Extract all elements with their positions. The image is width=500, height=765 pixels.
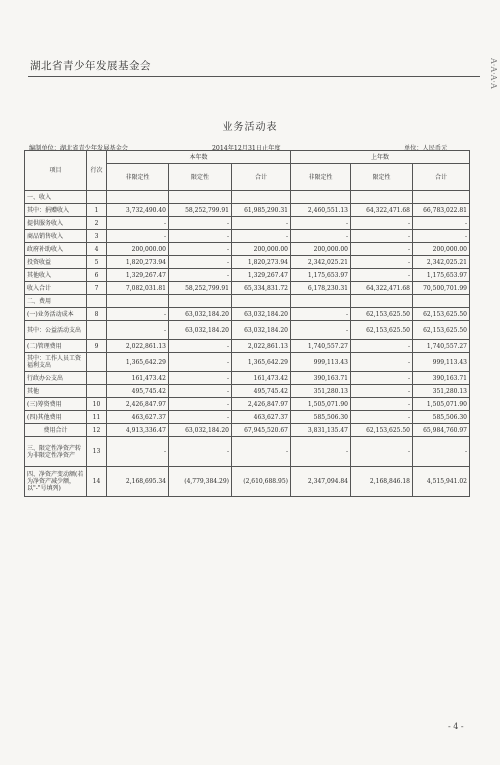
row-seq-number: 9 [87,340,107,353]
row-seq-number [87,372,107,385]
row-seq-number [87,353,107,372]
row-value-cell: 67,945,520.67 [232,424,291,437]
row-value-cell: 61,985,290.31 [232,204,291,217]
row-item-label: 二、费用 [25,295,87,308]
row-seq-number: 1 [87,204,107,217]
row-value-cell: 2,426,847.97 [107,398,169,411]
row-value-cell: 1,329,267.47 [232,269,291,282]
column-group-current-year: 本年数 [107,151,291,164]
column-header-total: 合计 [413,164,470,191]
table-row [25,372,470,385]
row-item-label: (三)筹资费用 [25,398,87,411]
table-row [25,204,470,217]
row-value-cell [291,191,351,204]
row-value-cell: - [232,230,291,243]
row-value-cell: - [351,385,413,398]
row-value-cell: - [413,437,470,467]
row-value-cell: - [351,230,413,243]
row-value-cell: - [107,217,169,230]
row-value-cell: - [291,321,351,340]
row-value-cell: 65,334,831.72 [232,282,291,295]
column-group-prior-year: 上年数 [291,151,470,164]
column-header-unrestricted: 非限定性 [107,164,169,191]
row-value-cell: 495,745.42 [107,385,169,398]
row-value-cell: - [169,230,232,243]
row-value-cell: - [351,217,413,230]
row-item-label: 其中：公益活动支出 [25,321,87,340]
report-period: 2014年12月31日止年度 [212,145,281,152]
table-row [25,467,470,497]
row-value-cell: 62,153,625.50 [351,321,413,340]
reporting-unit: 编制单位：湖北省青少年发展基金会 [29,145,128,152]
row-value-cell: - [169,353,232,372]
table-row [25,353,470,372]
row-value-cell: 200,000.00 [107,243,169,256]
row-value-cell [107,191,169,204]
row-value-cell [413,191,470,204]
row-value-cell [169,295,232,308]
row-value-cell: 390,163.71 [291,372,351,385]
row-item-label: 投资收益 [25,256,87,269]
row-value-cell: (2,610,688.95) [232,467,291,497]
row-value-cell: - [107,437,169,467]
table-row [25,437,470,467]
column-header-restricted: 限定性 [169,164,232,191]
row-value-cell: - [291,437,351,467]
row-value-cell: - [169,398,232,411]
row-item-label: 其他 [25,385,87,398]
row-value-cell: - [351,256,413,269]
row-value-cell: 351,280.13 [291,385,351,398]
row-item-label: 政府补助收入 [25,243,87,256]
row-value-cell: 200,000.00 [232,243,291,256]
activity-statement-table [24,150,470,497]
row-value-cell: 2,342,025.21 [413,256,470,269]
row-value-cell: 62,153,625.50 [413,308,470,321]
table-row [25,230,470,243]
row-value-cell: - [351,340,413,353]
row-value-cell: 1,175,653.97 [291,269,351,282]
row-value-cell: - [291,308,351,321]
row-value-cell: 200,000.00 [413,243,470,256]
row-value-cell: 200,000.00 [291,243,351,256]
row-value-cell: 1,740,557.27 [413,340,470,353]
row-value-cell: 63,032,184.20 [169,424,232,437]
row-value-cell [107,295,169,308]
row-value-cell: 351,280.13 [413,385,470,398]
row-value-cell: 999,113.43 [413,353,470,372]
table-row [25,340,470,353]
table-row [25,269,470,282]
row-item-label: 收入合计 [25,282,87,295]
row-item-label: 其中：工作人员工资福利支出 [25,353,87,372]
report-title: 业务活动表 [222,122,278,133]
row-value-cell: - [413,217,470,230]
row-value-cell: 1,740,557.27 [291,340,351,353]
row-value-cell: - [169,372,232,385]
row-value-cell: 161,473.42 [232,372,291,385]
row-value-cell: 3,831,135.47 [291,424,351,437]
row-value-cell: 7,082,031.81 [107,282,169,295]
row-seq-number: 8 [87,308,107,321]
row-value-cell: - [291,230,351,243]
row-value-cell: 1,820,273.94 [107,256,169,269]
row-seq-number: 6 [87,269,107,282]
row-value-cell: 62,153,625.50 [351,424,413,437]
row-seq-number: 2 [87,217,107,230]
row-seq-number: 10 [87,398,107,411]
row-value-cell: - [169,385,232,398]
row-value-cell: - [351,269,413,282]
row-value-cell: - [351,398,413,411]
row-seq-number [87,385,107,398]
row-item-label: 商品销售收入 [25,230,87,243]
table-row [25,217,470,230]
row-value-cell: - [169,243,232,256]
row-value-cell: 3,732,490.40 [107,204,169,217]
row-value-cell: 1,505,071.90 [413,398,470,411]
table-row [25,256,470,269]
row-item-label: (二)管理费用 [25,340,87,353]
row-item-label: 其中：捐赠收入 [25,204,87,217]
row-value-cell: 4,515,941.02 [413,467,470,497]
row-seq-number: 3 [87,230,107,243]
row-value-cell [351,295,413,308]
row-value-cell: 1,505,071.90 [291,398,351,411]
row-value-cell: 6,178,230.31 [291,282,351,295]
page-number: - 4 - [448,722,464,731]
row-value-cell: 64,322,471.68 [351,204,413,217]
table-row [25,191,470,204]
row-seq-number: 5 [87,256,107,269]
row-value-cell: - [169,411,232,424]
row-seq-number: 4 [87,243,107,256]
row-value-cell: - [413,230,470,243]
row-value-cell: 2,460,551.13 [291,204,351,217]
row-value-cell: 585,506.30 [413,411,470,424]
row-seq-number: 13 [87,437,107,467]
row-value-cell: - [291,217,351,230]
row-value-cell: 62,153,625.50 [413,321,470,340]
row-value-cell: 4,913,336.47 [107,424,169,437]
row-value-cell: 2,168,695.34 [107,467,169,497]
row-value-cell: - [351,243,413,256]
row-value-cell: 463,627.37 [107,411,169,424]
row-value-cell [169,191,232,204]
row-value-cell: 66,783,022.81 [413,204,470,217]
row-value-cell: 63,032,184.20 [169,308,232,321]
row-seq-number [87,295,107,308]
row-value-cell: - [351,437,413,467]
row-value-cell: 63,032,184.20 [232,308,291,321]
row-value-cell: 70,500,701.99 [413,282,470,295]
row-value-cell [232,295,291,308]
row-value-cell: 62,153,625.50 [351,308,413,321]
row-value-cell: 390,163.71 [413,372,470,385]
row-value-cell: 463,627.37 [232,411,291,424]
row-value-cell: - [351,353,413,372]
row-seq-number [87,191,107,204]
header-divider [28,76,480,77]
column-header-item: 项目 [25,151,87,191]
row-item-label: 一、收入 [25,191,87,204]
row-value-cell: 63,032,184.20 [232,321,291,340]
row-value-cell: 63,032,184.20 [169,321,232,340]
row-value-cell: 495,745.42 [232,385,291,398]
row-seq-number: 14 [87,467,107,497]
row-value-cell: - [169,256,232,269]
row-value-cell: 2,022,861.13 [232,340,291,353]
table-row [25,295,470,308]
row-value-cell: - [169,437,232,467]
row-seq-number: 12 [87,424,107,437]
row-value-cell: 2,426,847.97 [232,398,291,411]
row-value-cell: 2,342,025.21 [291,256,351,269]
row-value-cell [232,191,291,204]
row-value-cell: 161,473.42 [107,372,169,385]
row-value-cell: - [169,340,232,353]
column-header-restricted: 限定性 [351,164,413,191]
row-value-cell: 999,113.43 [291,353,351,372]
row-value-cell: - [107,308,169,321]
column-header-unrestricted: 非限定性 [291,164,351,191]
row-item-label: 行政办公支出 [25,372,87,385]
row-value-cell: - [169,217,232,230]
column-header-total: 合计 [232,164,291,191]
row-item-label: 其他收入 [25,269,87,282]
currency-unit: 单位：人民币元 [404,145,448,152]
row-value-cell: - [107,230,169,243]
row-seq-number: 7 [87,282,107,295]
margin-mark: A·A·A·A [489,58,498,89]
row-item-label: 三、限定性净资产转为非限定性净资产 [25,437,87,467]
row-value-cell: 1,365,642.29 [107,353,169,372]
row-value-cell: 1,175,653.97 [413,269,470,282]
row-value-cell: - [169,269,232,282]
row-value-cell: (4,779,384.29) [169,467,232,497]
table-row [25,424,470,437]
row-value-cell: 1,820,273.94 [232,256,291,269]
row-value-cell: - [351,411,413,424]
row-item-label: 提供服务收入 [25,217,87,230]
table-row [25,308,470,321]
column-header-seq: 行次 [87,151,107,191]
organization-title: 湖北省青少年发展基金会 [30,60,151,72]
row-value-cell: 58,252,799.91 [169,282,232,295]
row-value-cell: - [232,437,291,467]
table-row [25,282,470,295]
row-value-cell: 2,168,846.18 [351,467,413,497]
row-item-label: (一)业务活动成本 [25,308,87,321]
row-value-cell: 1,329,267.47 [107,269,169,282]
row-value-cell [351,191,413,204]
row-value-cell: - [107,321,169,340]
row-value-cell: - [351,372,413,385]
table-row [25,243,470,256]
row-value-cell [291,295,351,308]
row-item-label: (四)其他费用 [25,411,87,424]
row-value-cell: 2,347,094.84 [291,467,351,497]
row-value-cell: 1,365,642.29 [232,353,291,372]
row-value-cell: 585,506.30 [291,411,351,424]
row-value-cell: 2,022,861.13 [107,340,169,353]
row-value-cell: 58,252,799.91 [169,204,232,217]
row-seq-number [87,321,107,340]
table-row [25,321,470,340]
row-value-cell [413,295,470,308]
row-item-label: 费用合计 [25,424,87,437]
row-value-cell: 65,984,760.97 [413,424,470,437]
row-seq-number: 11 [87,411,107,424]
row-value-cell: - [232,217,291,230]
table-row [25,411,470,424]
table-row [25,398,470,411]
table-row [25,385,470,398]
row-value-cell: 64,322,471.68 [351,282,413,295]
row-item-label: 四、净资产变动额(若为净资产减少额，以"-"号填列) [25,467,87,497]
